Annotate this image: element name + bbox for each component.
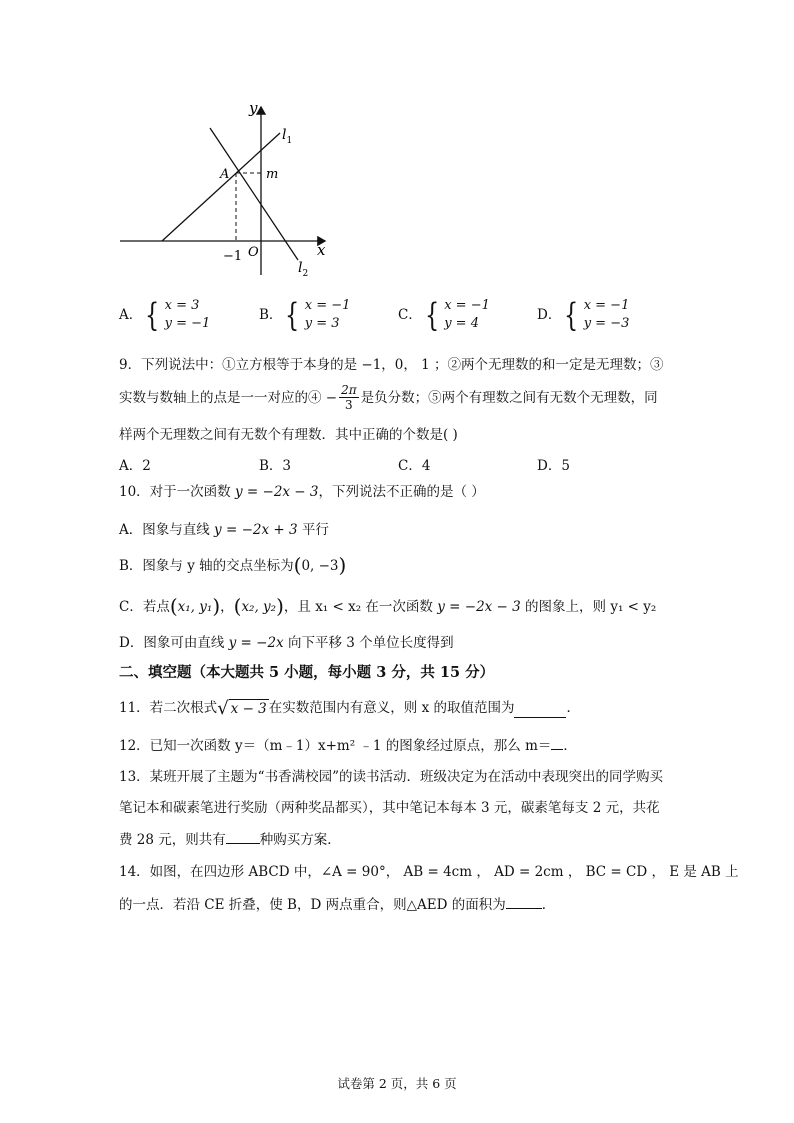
q13-line2: 笔记本和碳素笔进行奖励（两种奖品都买），其中笔记本每本 3 元，碳素笔每支 2 元，共花 (119, 800, 660, 816)
q14-line2: 的一点．若沿 CE 折叠，使 B，D 两点重合，则△AED 的面积为 ． (119, 894, 555, 915)
q10-option-a: A．图象与直线 y = −2x + 3 平行 (119, 522, 329, 538)
q13-line3: 费 28 元，则共有 种购买方案． (119, 829, 341, 850)
coordinate-figure (110, 95, 340, 285)
q9-option-c: C．4 (398, 458, 431, 474)
q10-option-b: B．图象与 y 轴的交点坐标为(0, −3) (119, 553, 347, 577)
section-heading: 二、填空题（本大题共 5 小题，每小题 3 分，共 15 分） (119, 664, 495, 681)
q8-option-b: B． { x = −1 y = 3 (259, 296, 351, 334)
q10-option-d: D．图象可由直线 y = −2x 向下平移 3 个单位长度得到 (119, 635, 454, 651)
q13-answer-blank[interactable] (226, 829, 260, 844)
q8-option-d: D． { x = −1 y = −3 (537, 296, 630, 334)
sqrt-expression: √ x − 3 (217, 698, 267, 719)
line-l1 (162, 133, 280, 241)
l2-label: $l_2$ (298, 260, 309, 279)
q12-answer-blank[interactable] (551, 735, 563, 750)
q11-answer-blank[interactable] (514, 703, 566, 718)
q11: 11．若二次根式 √ x − 3 在实数范围内有意义，则 x 的取值范围为 ． (119, 698, 580, 719)
y-axis-label: y (249, 99, 258, 117)
q9-line3: 样两个无理数之间有无数个有理数．其中正确的个数是( ) (119, 427, 458, 443)
q14-answer-blank[interactable] (506, 894, 542, 909)
q10-stem: 10．对于一次函数 y = −2x − 3，下列说法不正确的是（ ） (119, 484, 485, 500)
fraction-2pi-3: $\frac{2\pi}{3}$ (341, 383, 357, 412)
q14-line1: 14．如图，在四边形 ABCD 中，∠A = 90°， AB = 4cm ， AD = 2cm ， BC = CD ， E 是 AB 上 (119, 864, 739, 880)
x-axis-label: x (317, 241, 326, 259)
line-l2 (210, 128, 298, 260)
page-footer: 试卷第 2 页，共 6 页 (337, 1076, 457, 1091)
origin-label: O (248, 245, 259, 260)
q8-option-a: A． { x = 3 y = −1 (119, 296, 211, 334)
q8-option-c: C． { x = −1 y = 4 (398, 296, 490, 334)
q9-option-b: B．3 (259, 458, 292, 474)
q9-line1: 9．下列说法中：①立方根等于本身的是 −1，0， 1 ；②两个无理数的和一定是无理数；③ (119, 357, 664, 373)
neg1-label: −1 (223, 249, 243, 264)
point-a-label: A (220, 167, 230, 182)
q12: 12．已知一次函数 y＝（m﹣1）x+m² ﹣1 的图象经过原点，那么 m＝ ． (119, 735, 577, 756)
l1-label: $l_1$ (282, 127, 293, 146)
m-label: m (266, 167, 279, 182)
q10-option-c: C．若点(x₁, y₁)，(x₂, y₂)，且 x₁ < x₂ 在一次函数 y = −2x − 3 的图象上，则 y₁ < y₂ (119, 594, 657, 618)
q13-line1: 13．某班开展了主题为“书香满校园”的读书活动．班级决定为在活动中表现突出的同学购买 (119, 769, 663, 785)
q9-option-a: A．2 (119, 458, 151, 474)
q9-option-d: D．5 (537, 458, 570, 474)
q9-line2: 实数与数轴上的点是一一对应的④ − $\frac{2\pi}{3}$ 是负分数；⑤两个有理数之间有无数个无理数，同 (119, 383, 658, 412)
